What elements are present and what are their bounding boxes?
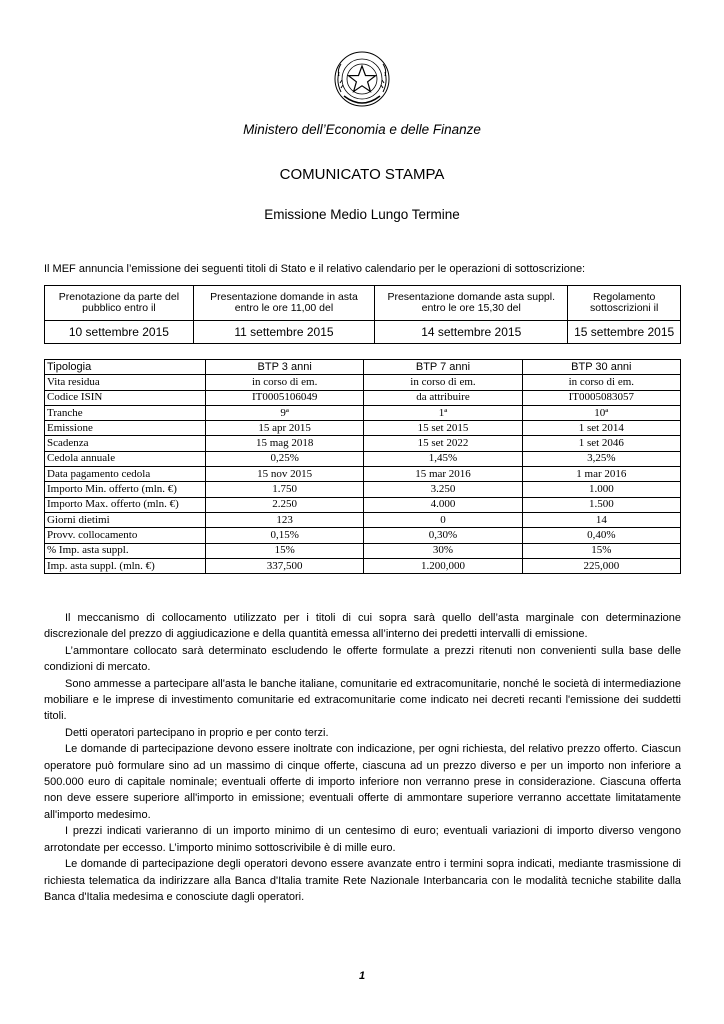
schedule-header-cell: Regolamento sottoscrizioni il [568, 286, 681, 321]
paragraph: Detti operatori partecipano in proprio e per conto terzi. [65, 726, 329, 739]
table-cell: 0,15% [206, 528, 364, 543]
table-cell: 30% [364, 543, 522, 558]
paragraph: L’ammontare collocato sarà determinato escludendo le offerte formulate a prezzi ritenuti non convenienti sulla base delle condizioni di mercato. [44, 644, 681, 674]
table-cell: 1 set 2014 [522, 421, 680, 436]
table-cell: IT0005106049 [206, 390, 364, 405]
table-row [45, 375, 681, 390]
table-cell: 1,45% [364, 451, 522, 466]
table-cell: 15 set 2022 [364, 436, 522, 451]
schedule-header-cell: Presentazione domande in asta entro le ore 11,00 del [193, 286, 374, 321]
schedule-header-cell: Prenotazione da parte del pubblico entro il [45, 286, 194, 321]
row-label: Provv. collocamento [45, 528, 206, 543]
paragraph: Le domande di partecipazione devono essere inoltrate con indicazione, per ogni richiesta, del relativo prezzo offerto. Ciascun operatore può formulare sino ad un massimo di cinque offerte, ciascuna ad un prezzo diverso e per un importo non inferiore a 500.000 euro di capitale nominale; eventuali offerte di importo inferiore non verranno prese in considerazione. Ciascuna offerta non deve essere superiore all'importo in emissione; eventuali offerte di ammontare superiore verranno accettate limitatamente all'importo medesimo. [44, 743, 681, 821]
table-cell: 1.750 [206, 482, 364, 497]
table-cell: 15 mag 2018 [206, 436, 364, 451]
table-cell: 15% [206, 543, 364, 558]
bonds-header-row [45, 360, 681, 375]
table-cell: 1 mar 2016 [522, 467, 680, 482]
schedule-date-cell: 15 settembre 2015 [568, 321, 681, 344]
row-label: Importo Max. offerto (mln. €) [45, 497, 206, 512]
table-row [45, 436, 681, 451]
paragraph: Il meccanismo di collocamento utilizzato per i titoli di cui sopra sarà quello dell’asta marginale con determinazione discrezionale del prezzo di aggiudicazione e della quantità emessa all’interno dei predetti intervalli di emissione. [44, 612, 681, 641]
paragraph: I prezzi indicati varieranno di un importo minimo di un centesimo di euro; eventuali variazioni di importo diverso vengono arrotondate per eccesso. L’importo minimo sottoscrivibile è di mille euro. [44, 825, 681, 854]
table-cell: 337,500 [206, 558, 364, 573]
paragraph: Le domande di partecipazione degli operatori devono essere avanzate entro i termini sopra indicati, mediante trasmissione di richiesta telematica da indirizzare alla Banca d'Italia tramite Rete Nazionale Interbancaria con le modalità tecniche stabilite dalla Banca d'Italia medesima e conosciute dagli operatori. [44, 858, 681, 903]
row-label: Imp. asta suppl. (mln. €) [45, 558, 206, 573]
table-cell: 10ª [522, 405, 680, 420]
table-cell: 3,25% [522, 451, 680, 466]
table-cell: 1.200,000 [364, 558, 522, 573]
row-label: Giorni dietimi [45, 512, 206, 527]
table-row [45, 528, 681, 543]
row-label: Cedola annuale [45, 451, 206, 466]
table-cell: 15 apr 2015 [206, 421, 364, 436]
table-cell: 0 [364, 512, 522, 527]
table-cell: 2.250 [206, 497, 364, 512]
row-label: Codice ISIN [45, 390, 206, 405]
schedule-header-row [45, 286, 681, 321]
table-cell: 123 [206, 512, 364, 527]
press-release-title: COMUNICATO STAMPA [279, 166, 445, 183]
table-row [45, 467, 681, 482]
table-row [45, 405, 681, 420]
table-cell: in corso di em. [206, 375, 364, 390]
intro-text: Il MEF annuncia l’emissione dei seguenti titoli di Stato e il relativo calendario per le operazioni di sottoscrizione: [44, 263, 586, 275]
table-cell: 0,30% [364, 528, 522, 543]
bonds-header-cell: Tipologia [45, 360, 206, 375]
bonds-header-cell: BTP 7 anni [364, 360, 522, 375]
table-cell: 14 [522, 512, 680, 527]
body-text [44, 610, 681, 905]
row-label: Importo Min. offerto (mln. €) [45, 482, 206, 497]
schedule-dates-row [45, 321, 681, 344]
table-row [45, 497, 681, 512]
document-subtitle: Emissione Medio Lungo Termine [264, 207, 460, 222]
row-label: Scadenza [45, 436, 206, 451]
table-cell: 15 nov 2015 [206, 467, 364, 482]
table-cell: in corso di em. [522, 375, 680, 390]
table-row [45, 512, 681, 527]
table-cell: 3.250 [364, 482, 522, 497]
table-cell: 15% [522, 543, 680, 558]
table-cell: 9ª [206, 405, 364, 420]
table-row [45, 421, 681, 436]
table-cell: 1ª [364, 405, 522, 420]
table-cell: 225,000 [522, 558, 680, 573]
table-cell: 0,25% [206, 451, 364, 466]
table-cell: in corso di em. [364, 375, 522, 390]
table-row [45, 482, 681, 497]
schedule-table [44, 285, 681, 344]
paragraph: Sono ammesse a partecipare all'asta le banche italiane, comunitarie ed extracomunitarie, nonché le società di intermediazione mobiliare e le imprese di investimento comunitarie ed extracomunitarie come indicato nei decreti recanti l'emissione dei suddetti titoli. [44, 677, 682, 723]
table-cell: 0,40% [522, 528, 680, 543]
bonds-table [44, 359, 681, 574]
row-label: % Imp. asta suppl. [45, 543, 206, 558]
row-label: Vita residua [45, 375, 206, 390]
bonds-header-cell: BTP 30 anni [522, 360, 680, 375]
table-row [45, 543, 681, 558]
schedule-header-cell: Presentazione domande asta suppl. entro le ore 15,30 del [375, 286, 568, 321]
table-row [45, 451, 681, 466]
table-cell: 15 set 2015 [364, 421, 522, 436]
table-cell: 1.500 [522, 497, 680, 512]
row-label: Emissione [45, 421, 206, 436]
row-label: Tranche [45, 405, 206, 420]
table-row [45, 390, 681, 405]
schedule-date-cell: 14 settembre 2015 [375, 321, 568, 344]
table-row [45, 558, 681, 573]
table-cell: 15 mar 2016 [364, 467, 522, 482]
table-cell: 1 set 2046 [522, 436, 680, 451]
bonds-header-cell: BTP 3 anni [206, 360, 364, 375]
table-cell: IT0005083057 [522, 390, 680, 405]
table-cell: 1.000 [522, 482, 680, 497]
italian-republic-emblem-icon [331, 50, 393, 112]
schedule-date-cell: 10 settembre 2015 [45, 321, 194, 344]
page-number: 1 [358, 970, 366, 982]
ministry-name: Ministero dell’Economia e delle Finanze [243, 122, 481, 137]
schedule-date-cell: 11 settembre 2015 [193, 321, 374, 344]
table-cell: 4.000 [364, 497, 522, 512]
table-cell: da attribuire [364, 390, 522, 405]
row-label: Data pagamento cedola [45, 467, 206, 482]
